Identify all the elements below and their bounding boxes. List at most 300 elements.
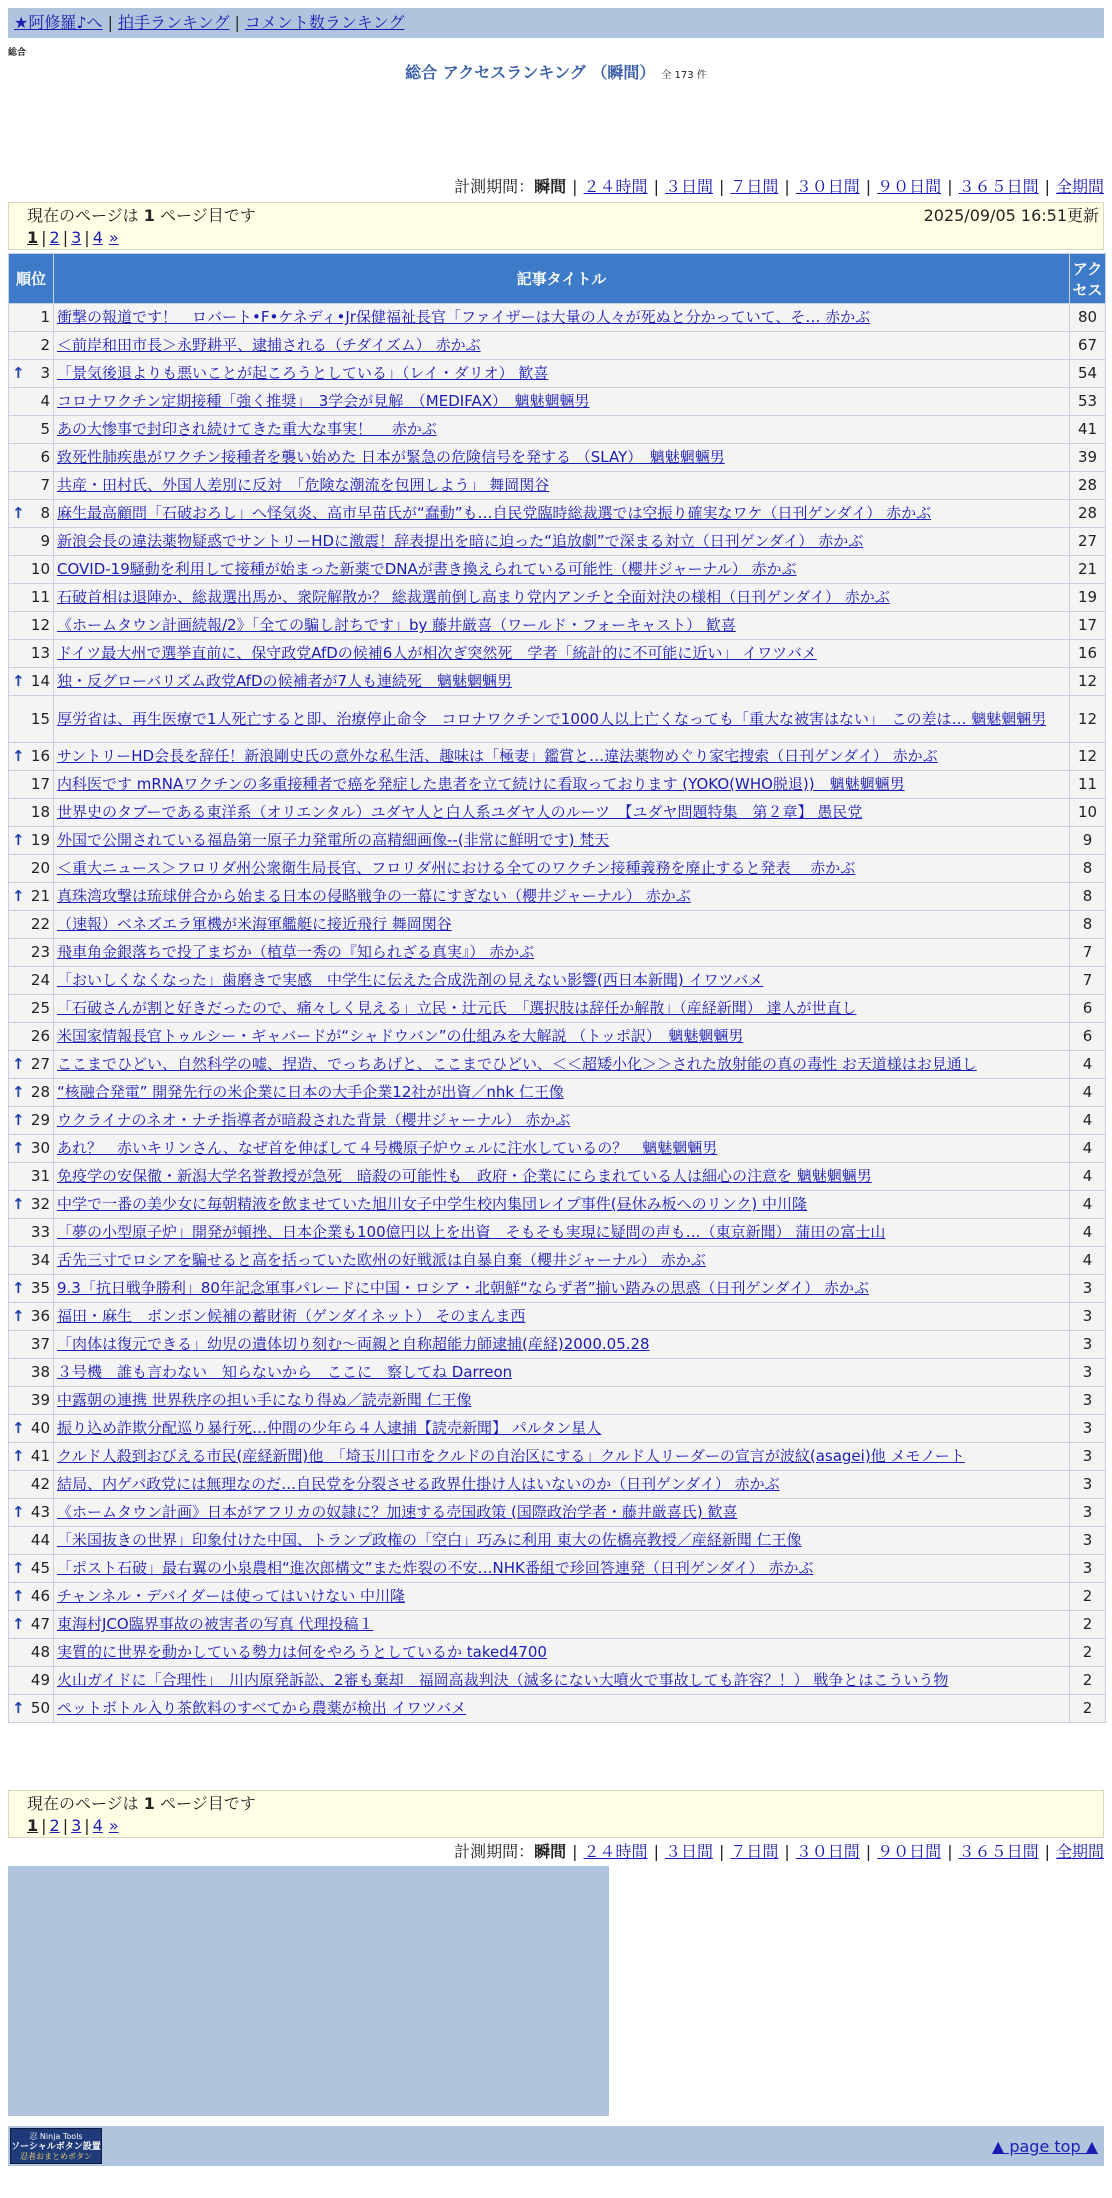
article-link[interactable]: 東海村JCO臨界事故の被害者の写真 代理投稿１ bbox=[57, 1615, 374, 1633]
article-link[interactable]: 中学で一番の美少女に毎朝精液を飲ませていた旭川女子中学生校内集団レイプ事件(昼休み板へのリンク) 中川隆 bbox=[57, 1195, 807, 1213]
table-row bbox=[9, 827, 1105, 854]
rank-number: 22 bbox=[30, 915, 50, 933]
period-separator: | bbox=[718, 1842, 725, 1861]
rank-cell bbox=[9, 556, 53, 583]
page-title bbox=[0, 60, 1112, 83]
rank-cell bbox=[9, 995, 53, 1022]
ninja-tools-badge[interactable] bbox=[10, 2128, 102, 2164]
pagination: 1 | 2 | 3 | 4 » bbox=[27, 228, 119, 247]
rank-number: 5 bbox=[40, 420, 50, 438]
ad-area bbox=[8, 1866, 609, 2116]
rank-number: 31 bbox=[30, 1167, 50, 1185]
article-link[interactable]: コロナワクチン定期接種「強く推奨」 3学会が見解 （MEDIFAX） 魑魅魍魎男 bbox=[57, 392, 590, 410]
table-row bbox=[9, 1051, 1105, 1078]
title-cell bbox=[54, 743, 1069, 770]
rank-up-arrow-icon: ↑ bbox=[12, 1111, 25, 1129]
rank-cell bbox=[9, 444, 53, 471]
table-row bbox=[9, 1247, 1105, 1274]
access-count: 3 bbox=[1070, 1275, 1105, 1302]
rank-cell bbox=[9, 1555, 53, 1582]
table-row bbox=[9, 416, 1105, 443]
period-option-link[interactable]: ９０日間 bbox=[877, 177, 942, 196]
rank-cell bbox=[9, 416, 53, 443]
article-link[interactable]: 9.3「抗日戦争勝利」80年記念軍事パレードに中国・ロシア・北朝鮮“ならず者”揃い踏みの思惑（日刊ゲンダイ） 赤かぶ bbox=[57, 1279, 870, 1297]
rank-number: 4 bbox=[40, 392, 50, 410]
access-count: 41 bbox=[1070, 416, 1105, 443]
period-selected: 瞬間 bbox=[534, 177, 567, 196]
article-link[interactable]: 「石破さんが割と好きだったので、痛々しく見える」立民・辻元氏 「選択肢は辞任か解散」（産経新聞） 達人が世直し bbox=[57, 999, 857, 1017]
article-link[interactable]: 独・反グローバリズム政党AfDの候補者が7人も連続死 魑魅魍魎男 bbox=[57, 672, 513, 690]
period-option-link[interactable]: 全期間 bbox=[1055, 177, 1104, 196]
rank-number: 16 bbox=[30, 747, 50, 765]
access-count: 4 bbox=[1070, 1219, 1105, 1246]
rank-up-arrow-icon: ↑ bbox=[12, 1139, 25, 1157]
access-count: 4 bbox=[1070, 1051, 1105, 1078]
article-link[interactable]: チャンネル・デバイダーは使ってはいけない 中川隆 bbox=[57, 1587, 405, 1605]
article-link[interactable]: 新浪会長の違法薬物疑惑でサントリーHDに激震！辞表提出を暗に迫った“追放劇”で深まる対立（日刊ゲンダイ） 赤かぶ bbox=[57, 532, 864, 550]
title-cell bbox=[54, 855, 1069, 882]
title-cell bbox=[54, 1527, 1069, 1554]
article-link[interactable]: ＜重大ニュース＞フロリダ州公衆衛生局長官、フロリダ州における全てのワクチン接種義務を廃止すると発表 赤かぶ bbox=[57, 859, 856, 877]
period-option-link[interactable]: ２４時間 bbox=[583, 1842, 648, 1861]
rank-up-arrow-icon: ↑ bbox=[12, 747, 25, 765]
access-count: 7 bbox=[1070, 939, 1105, 966]
article-link[interactable]: ウクライナのネオ・ナチ指導者が暗殺された背景（櫻井ジャーナル） 赤かぶ bbox=[57, 1111, 571, 1129]
ranking-table bbox=[8, 253, 1106, 1723]
page-link[interactable]: 2 bbox=[49, 1816, 60, 1835]
rank-number: 49 bbox=[30, 1671, 50, 1689]
access-count: 4 bbox=[1070, 1191, 1105, 1218]
header-access: アクセス bbox=[1070, 254, 1105, 303]
access-count: 3 bbox=[1070, 1527, 1105, 1554]
rank-number: 41 bbox=[30, 1447, 50, 1465]
article-link[interactable]: 中露朝の連携 世界秩序の担い手になり得ぬ／読売新聞 仁王像 bbox=[57, 1391, 472, 1409]
rank-cell bbox=[9, 360, 53, 387]
section-label: 総合 bbox=[8, 48, 27, 58]
title-cell bbox=[54, 1499, 1069, 1526]
table-row bbox=[9, 388, 1105, 415]
rank-number: 13 bbox=[30, 644, 50, 662]
title-cell bbox=[54, 528, 1069, 555]
title-cell bbox=[54, 1051, 1069, 1078]
article-link[interactable]: 免疫学の安保徹・新潟大学名誉教授が急死 暗殺の可能性も 政府・企業ににらまれている人は細心の注意を 魑魅魍魎男 bbox=[57, 1167, 872, 1185]
header-title: 記事タイトル bbox=[54, 254, 1069, 303]
article-link[interactable]: 《ホームタウン計画》日本がアフリカの奴隷に？加速する売国政策 (国際政治学者・藤井厳喜氏) 歓喜 bbox=[57, 1503, 738, 1521]
table-row bbox=[9, 1555, 1105, 1582]
access-count: 2 bbox=[1070, 1583, 1105, 1610]
table-row bbox=[9, 472, 1105, 499]
period-option-link[interactable]: 全期間 bbox=[1055, 1842, 1104, 1861]
title-cell bbox=[54, 1275, 1069, 1302]
rank-number: 35 bbox=[30, 1279, 50, 1297]
rank-cell bbox=[9, 799, 53, 826]
rank-cell bbox=[9, 668, 53, 695]
title-cell bbox=[54, 939, 1069, 966]
home-link[interactable]: ★阿修羅♪へ bbox=[14, 13, 103, 32]
rank-number: 24 bbox=[30, 971, 50, 989]
rank-number: 25 bbox=[30, 999, 50, 1017]
article-link[interactable]: 世界史のタブーである東洋系（オリエンタル）ユダヤ人と白人系ユダヤ人のルーツ 【ユダヤ問題特集 第２章】 愚民党 bbox=[57, 803, 863, 821]
period-selected: 瞬間 bbox=[534, 1842, 567, 1861]
page-status-prefix: 現在のページは bbox=[27, 1794, 139, 1813]
article-link[interactable]: 衝撃の報道です！ ロバート•F•ケネディ•Jr保健福祉長官「ファイザーは大量の人々が死ぬと分かっていて、そ… 赤かぶ bbox=[57, 308, 871, 326]
page-status-prefix: 現在のページは bbox=[27, 206, 139, 225]
page-status bbox=[27, 1793, 1085, 1815]
rank-up-arrow-icon: ↑ bbox=[12, 1419, 25, 1437]
title-cell bbox=[54, 1191, 1069, 1218]
nav-separator: | bbox=[234, 13, 240, 32]
article-link[interactable]: ＜前岸和田市長＞永野耕平、逮捕される（チダイズム） 赤かぶ bbox=[57, 336, 481, 354]
article-link[interactable]: 致死性肺疾患がワクチン接種者を襲い始めた 日本が緊急の危険信号を発する （SLAY） 魑魅魍魎男 bbox=[57, 448, 725, 466]
access-count: 8 bbox=[1070, 855, 1105, 882]
access-count: 2 bbox=[1070, 1611, 1105, 1638]
access-count: 12 bbox=[1070, 743, 1105, 770]
access-count: 67 bbox=[1070, 332, 1105, 359]
rank-number: 42 bbox=[30, 1475, 50, 1493]
article-link[interactable]: 「景気後退よりも悪いことが起ころうとしている」（レイ・ダリオ） 歓喜 bbox=[57, 364, 549, 382]
rank-number: 36 bbox=[30, 1307, 50, 1325]
table-row bbox=[9, 1387, 1105, 1414]
article-link[interactable]: 結局、内ゲバ政党には無理なのだ…自民党を分裂させる政界仕掛け人はいないのか（日刊ゲンダイ） 赤かぶ bbox=[57, 1475, 780, 1493]
period-option-link[interactable]: ３日間 bbox=[664, 177, 713, 196]
rank-up-arrow-icon: ↑ bbox=[12, 364, 25, 382]
table-row bbox=[9, 1135, 1105, 1162]
table-row bbox=[9, 1583, 1105, 1610]
table-row bbox=[9, 743, 1105, 770]
rank-cell bbox=[9, 1583, 53, 1610]
nav-separator: | bbox=[107, 13, 113, 32]
access-count: 2 bbox=[1070, 1639, 1105, 1666]
next-page-link[interactable]: » bbox=[108, 228, 119, 247]
title-cell bbox=[54, 668, 1069, 695]
article-link[interactable]: （速報）ベネズエラ軍機が米海軍艦艇に接近飛行 舞岡関谷 bbox=[57, 915, 452, 933]
rank-number: 46 bbox=[30, 1587, 50, 1605]
rank-cell bbox=[9, 696, 53, 742]
rank-cell bbox=[9, 1107, 53, 1134]
period-separator: | bbox=[1044, 177, 1050, 196]
title-cell bbox=[54, 444, 1069, 471]
page-link[interactable]: 2 bbox=[49, 228, 60, 247]
rank-cell bbox=[9, 1667, 53, 1694]
table-row bbox=[9, 1219, 1105, 1246]
title-cell bbox=[54, 584, 1069, 611]
title-cell bbox=[54, 696, 1069, 742]
article-link[interactable]: 石破首相は退陣か、総裁選出馬か、衆院解散か？ 総裁選前倒し高まり党内アンチと全面対決の様相（日刊ゲンダイ） 赤かぶ bbox=[57, 588, 890, 606]
rank-number: 34 bbox=[30, 1251, 50, 1269]
article-link[interactable]: サントリーHD会長を辞任！新浪剛史氏の意外な私生活、趣味は「極妻」鑑賞と…違法薬物めぐり家宅捜索（日刊ゲンダイ） 赤かぶ bbox=[57, 747, 938, 765]
rank-number: 28 bbox=[30, 1083, 50, 1101]
page-status-suffix: ページ目です bbox=[160, 1794, 256, 1813]
rank-number: 10 bbox=[30, 560, 50, 578]
article-link[interactable]: ペットボトル入り茶飲料のすべてから農薬が検出 イワツバメ bbox=[57, 1699, 467, 1717]
access-count: 53 bbox=[1070, 388, 1105, 415]
applause-ranking-link[interactable]: 拍手ランキング bbox=[117, 13, 230, 32]
rank-number: 45 bbox=[30, 1559, 50, 1577]
table-row bbox=[9, 556, 1105, 583]
access-count: 27 bbox=[1070, 528, 1105, 555]
title-cell bbox=[54, 1219, 1069, 1246]
rank-cell bbox=[9, 332, 53, 359]
table-header-row bbox=[9, 254, 1105, 303]
rank-number: 43 bbox=[30, 1503, 50, 1521]
period-separator: | bbox=[653, 177, 659, 196]
rank-cell bbox=[9, 1359, 53, 1386]
rank-number: 11 bbox=[30, 588, 50, 606]
access-count: 11 bbox=[1070, 771, 1105, 798]
table-row bbox=[9, 1359, 1105, 1386]
page-status-number: 1 bbox=[143, 1794, 155, 1813]
period-label: 計測期間： bbox=[454, 1842, 535, 1861]
table-row bbox=[9, 771, 1105, 798]
page-top-link[interactable]: ▲ page top ▲ bbox=[991, 2137, 1098, 2156]
header-rank: 順位 bbox=[9, 254, 53, 303]
rank-number: 7 bbox=[40, 476, 50, 494]
ninja-badge-line1: 忍 Ninja Tools bbox=[29, 2132, 83, 2141]
title-cell bbox=[54, 771, 1069, 798]
table-row bbox=[9, 1163, 1105, 1190]
rank-number: 19 bbox=[30, 831, 50, 849]
title-cell bbox=[54, 1359, 1069, 1386]
article-link[interactable]: 内科医です mRNAワクチンの多重接種者で癌を発症した患者を立て続けに看取っております (YOKO(WHO脱退)) 魑魅魍魎男 bbox=[57, 775, 905, 793]
access-count: 3 bbox=[1070, 1303, 1105, 1330]
period-option-link[interactable]: ３日間 bbox=[664, 1842, 713, 1861]
access-count: 28 bbox=[1070, 472, 1105, 499]
rank-number: 40 bbox=[30, 1419, 50, 1437]
rank-number: 1 bbox=[40, 308, 50, 326]
table-row bbox=[9, 1695, 1105, 1722]
article-link[interactable]: 厚労省は、再生医療で1人死亡すると即、治療停止命令 コロナワクチンで1000人以上亡くなっても「重大な被害はない」 この差は… 魑魅魍魎男 bbox=[57, 709, 1047, 728]
table-row bbox=[9, 1331, 1105, 1358]
rank-cell bbox=[9, 1471, 53, 1498]
access-count: 2 bbox=[1070, 1695, 1105, 1722]
rank-up-arrow-icon: ↑ bbox=[12, 1587, 25, 1605]
page-link[interactable]: 3 bbox=[71, 228, 82, 247]
table-row bbox=[9, 939, 1105, 966]
rank-cell bbox=[9, 584, 53, 611]
rank-up-arrow-icon: ↑ bbox=[12, 1307, 25, 1325]
article-link[interactable]: 「夢の小型原子炉」開発が頓挫、日本企業も100億円以上を出資 そもそも実現に疑問の声も…（東京新聞） 蒲田の富士山 bbox=[57, 1223, 886, 1241]
rank-cell bbox=[9, 1415, 53, 1442]
rank-up-arrow-icon: ↑ bbox=[12, 1615, 25, 1633]
table-row bbox=[9, 967, 1105, 994]
page-info-bottom bbox=[8, 1790, 1104, 1838]
period-option-link[interactable]: ３６５日間 bbox=[958, 1842, 1039, 1861]
table-row bbox=[9, 1667, 1105, 1694]
period-separator: | bbox=[653, 1842, 659, 1861]
rank-up-arrow-icon: ↑ bbox=[12, 1195, 25, 1213]
table-row bbox=[9, 360, 1105, 387]
table-row bbox=[9, 612, 1105, 639]
period-option-link[interactable]: ９０日間 bbox=[877, 1842, 942, 1861]
article-link[interactable]: 福田・麻生 ボンボン候補の蓄財術（ゲンダイネット） そのまんま西 bbox=[57, 1307, 526, 1325]
article-link[interactable]: 実質的に世界を動かしている勢力は何をやろうとしているか taked4700 bbox=[57, 1643, 547, 1661]
period-option-link[interactable]: ３０日間 bbox=[795, 1842, 860, 1861]
article-link[interactable]: 飛車角金銀落ちで投了まぢか（植草一秀の『知られざる真実』） 赤かぶ bbox=[57, 943, 535, 961]
title-cell bbox=[54, 1555, 1069, 1582]
rank-number: 15 bbox=[30, 709, 50, 728]
rank-cell bbox=[9, 1387, 53, 1414]
table-row bbox=[9, 1191, 1105, 1218]
title-cell bbox=[54, 911, 1069, 938]
table-row bbox=[9, 1275, 1105, 1302]
article-link[interactable]: ドイツ最大州で選挙直前に、保守政党AfDの候補6人が相次ぎ突然死 学者「統計的に不可能に近い」 イワツバメ bbox=[57, 644, 817, 662]
title-cell bbox=[54, 1303, 1069, 1330]
access-count: 3 bbox=[1070, 1387, 1105, 1414]
table-row bbox=[9, 911, 1105, 938]
rank-cell bbox=[9, 1163, 53, 1190]
table-row bbox=[9, 1471, 1105, 1498]
period-option-link[interactable]: ７日間 bbox=[730, 1842, 779, 1861]
table-row bbox=[9, 1527, 1105, 1554]
title-cell bbox=[54, 1387, 1069, 1414]
rank-cell bbox=[9, 1331, 53, 1358]
table-row bbox=[9, 1079, 1105, 1106]
article-link[interactable]: 「ポスト石破」最右翼の小泉農相“進次郎構文”また炸裂の不安…NHK番組で珍回答連発（日刊ゲンダイ） 赤かぶ bbox=[57, 1559, 814, 1577]
access-count: 28 bbox=[1070, 500, 1105, 527]
page-link[interactable]: 4 bbox=[92, 228, 103, 247]
footer-bar bbox=[8, 2126, 1104, 2166]
table-row bbox=[9, 883, 1105, 910]
title-cell bbox=[54, 304, 1069, 331]
access-count: 8 bbox=[1070, 883, 1105, 910]
rank-cell bbox=[9, 528, 53, 555]
period-option-link[interactable]: ３６５日間 bbox=[958, 177, 1039, 196]
rank-cell bbox=[9, 304, 53, 331]
access-count: 10 bbox=[1070, 799, 1105, 826]
table-row bbox=[9, 1499, 1105, 1526]
period-selector-top bbox=[454, 176, 1104, 198]
article-link[interactable]: 火山ガイドに「合理性」 川内原発訴訟、2審も棄却 福岡高裁判決（滅多にない大噴火で事故しても許容？！） 戦争とはこういう物 bbox=[57, 1671, 949, 1689]
period-option-link[interactable]: ２４時間 bbox=[583, 177, 648, 196]
table-row bbox=[9, 1639, 1105, 1666]
rank-number: 38 bbox=[30, 1363, 50, 1381]
rank-up-arrow-icon: ↑ bbox=[12, 1559, 25, 1577]
article-link[interactable]: クルド人殺到おびえる市民(産経新聞)他 「埼玉川口市をクルドの自治区にする」クルド人リーダーの宣言が波紋(asagei)他 メモノート bbox=[57, 1447, 965, 1465]
access-count: 3 bbox=[1070, 1555, 1105, 1582]
table-row bbox=[9, 304, 1105, 331]
title-cell bbox=[54, 1639, 1069, 1666]
article-link[interactable]: “核融合発電” 開発先行の米企業に日本の大手企業12社が出資／nhk 仁王像 bbox=[57, 1083, 564, 1101]
article-link[interactable]: COVID-19騒動を利用して接種が始まった新薬でDNAが書き換えられている可能性（櫻井ジャーナル） 赤かぶ bbox=[57, 560, 797, 578]
title-cell bbox=[54, 1583, 1069, 1610]
title-cell bbox=[54, 1415, 1069, 1442]
page-link[interactable]: 4 bbox=[92, 1816, 103, 1835]
rank-up-arrow-icon: ↑ bbox=[12, 887, 25, 905]
rank-up-arrow-icon: ↑ bbox=[12, 831, 25, 849]
rank-cell bbox=[9, 1191, 53, 1218]
period-separator: | bbox=[1044, 1842, 1050, 1861]
rank-up-arrow-icon: ↑ bbox=[12, 1055, 25, 1073]
title-cell bbox=[54, 1023, 1069, 1050]
ninja-badge-line2: ソーシャルボタン設置 bbox=[11, 2142, 101, 2152]
article-link[interactable]: 真珠湾攻撃は琉球併合から始まる日本の侵略戦争の一幕にすぎない（櫻井ジャーナル） 赤かぶ bbox=[57, 887, 691, 905]
rank-up-arrow-icon: ↑ bbox=[12, 1503, 25, 1521]
rank-cell bbox=[9, 855, 53, 882]
rank-number: 37 bbox=[30, 1335, 50, 1353]
rank-cell bbox=[9, 500, 53, 527]
access-count: 8 bbox=[1070, 911, 1105, 938]
table-row bbox=[9, 640, 1105, 667]
period-separator: | bbox=[784, 1842, 790, 1861]
access-count: 4 bbox=[1070, 1079, 1105, 1106]
period-option-link[interactable]: ３０日間 bbox=[795, 177, 860, 196]
rank-up-arrow-icon: ↑ bbox=[12, 504, 25, 522]
rank-number: 14 bbox=[30, 672, 50, 690]
page-link[interactable]: 3 bbox=[71, 1816, 82, 1835]
rank-cell bbox=[9, 388, 53, 415]
article-link[interactable]: 米国家情報長官トゥルシー・ギャバードが“シャドウバン”の仕組みを大解説 （トッポ訳） 魑魅魍魎男 bbox=[57, 1027, 744, 1045]
rank-cell bbox=[9, 640, 53, 667]
article-link[interactable]: 「おいしくなくなった」歯磨きで実感 中学生に伝えた合成洗剤の見えない影響(西日本新聞) イワツバメ bbox=[57, 971, 764, 989]
next-page-link[interactable]: » bbox=[108, 1816, 119, 1835]
article-link[interactable]: 外国で公開されている福島第一原子力発電所の高精細画像--(非常に鮮明です) 梵天 bbox=[57, 831, 610, 849]
article-link[interactable]: ここまでひどい、自然科学の嘘、捏造、でっちあげと、ここまでひどい、＜＜超矮小化＞＞された放射能の真の毒性 お天道様はお見通し bbox=[57, 1055, 977, 1073]
title-cell bbox=[54, 1331, 1069, 1358]
access-count: 4 bbox=[1070, 1107, 1105, 1134]
table-row bbox=[9, 528, 1105, 555]
page-status-number: 1 bbox=[143, 206, 155, 225]
access-count: 6 bbox=[1070, 995, 1105, 1022]
table-row bbox=[9, 332, 1105, 359]
access-count: 54 bbox=[1070, 360, 1105, 387]
table-row bbox=[9, 696, 1105, 742]
rank-cell bbox=[9, 827, 53, 854]
access-count: 3 bbox=[1070, 1331, 1105, 1358]
rank-number: 27 bbox=[30, 1055, 50, 1073]
title-cell bbox=[54, 1471, 1069, 1498]
access-count: 4 bbox=[1070, 1163, 1105, 1190]
comment-ranking-link[interactable]: コメント数ランキング bbox=[244, 13, 405, 32]
article-link[interactable]: 共産・田村氏、外国人差別に反対 「危険な潮流を包囲しよう」 舞岡関谷 bbox=[57, 476, 550, 494]
rank-number: 30 bbox=[30, 1139, 50, 1157]
title-cell bbox=[54, 995, 1069, 1022]
period-separator: | bbox=[865, 1842, 872, 1861]
period-option-link[interactable]: ７日間 bbox=[730, 177, 779, 196]
rank-cell bbox=[9, 1219, 53, 1246]
article-link[interactable]: あれ？ 赤いキリンさん、なぜ首を伸ばして４号機原子炉ウェルに注水しているの？ 魑魅魍魎男 bbox=[57, 1139, 718, 1157]
rank-number: 3 bbox=[40, 364, 50, 382]
title-cell bbox=[54, 1611, 1069, 1638]
article-link[interactable]: 「米国抜きの世界」印象付けた中国、トランプ政権の「空白」巧みに利用 東大の佐橋亮教授／産経新聞 仁王像 bbox=[57, 1531, 802, 1549]
article-link[interactable]: あの大惨事で封印され続けてきた重大な事実！ 赤かぶ bbox=[57, 420, 437, 438]
article-link[interactable]: 振り込め詐欺分配巡り暴行死…仲間の少年ら４人逮捕【読売新聞】 パルタン星人 bbox=[57, 1419, 602, 1437]
table-row bbox=[9, 500, 1105, 527]
article-link[interactable]: 麻生最高顧問「石破おろし」へ怪気炎、高市早苗氏が“蠢動”も…自民党臨時総裁選では空振り確実なワケ（日刊ゲンダイ） 赤かぶ bbox=[57, 504, 932, 522]
period-separator: | bbox=[865, 177, 872, 196]
article-link[interactable]: 舌先三寸でロシアを騙せると高を括っていた欧州の好戦派は自暴自棄（櫻井ジャーナル） 赤かぶ bbox=[57, 1251, 706, 1269]
rank-number: 32 bbox=[30, 1195, 50, 1213]
title-cell bbox=[54, 967, 1069, 994]
rank-cell bbox=[9, 1639, 53, 1666]
period-selector-bottom bbox=[454, 1841, 1104, 1863]
title-cell bbox=[54, 556, 1069, 583]
article-count: 全 173 件 bbox=[661, 70, 707, 81]
rank-number: 33 bbox=[30, 1223, 50, 1241]
access-count: 3 bbox=[1070, 1443, 1105, 1470]
access-count: 6 bbox=[1070, 1023, 1105, 1050]
table-row bbox=[9, 1443, 1105, 1470]
article-link[interactable]: ３号機 誰も言わない 知らないから ここに 察してね Darreon bbox=[57, 1363, 513, 1381]
rank-number: 39 bbox=[30, 1391, 50, 1409]
access-count: 17 bbox=[1070, 612, 1105, 639]
top-nav-bar bbox=[8, 8, 1104, 38]
rank-cell bbox=[9, 1303, 53, 1330]
table-row bbox=[9, 1023, 1105, 1050]
title-cell bbox=[54, 640, 1069, 667]
article-link[interactable]: 《ホームタウン計画続報/2》「全ての騙し討ちです」by 藤井厳喜（ワールド・フォーキャスト） 歓喜 bbox=[57, 616, 736, 634]
article-link[interactable]: 「肉体は復元できる」幼児の遺体切り刻む～両親と自称超能力師逮捕(産経)2000.05.28 bbox=[57, 1335, 650, 1353]
period-separator: | bbox=[572, 1842, 578, 1861]
